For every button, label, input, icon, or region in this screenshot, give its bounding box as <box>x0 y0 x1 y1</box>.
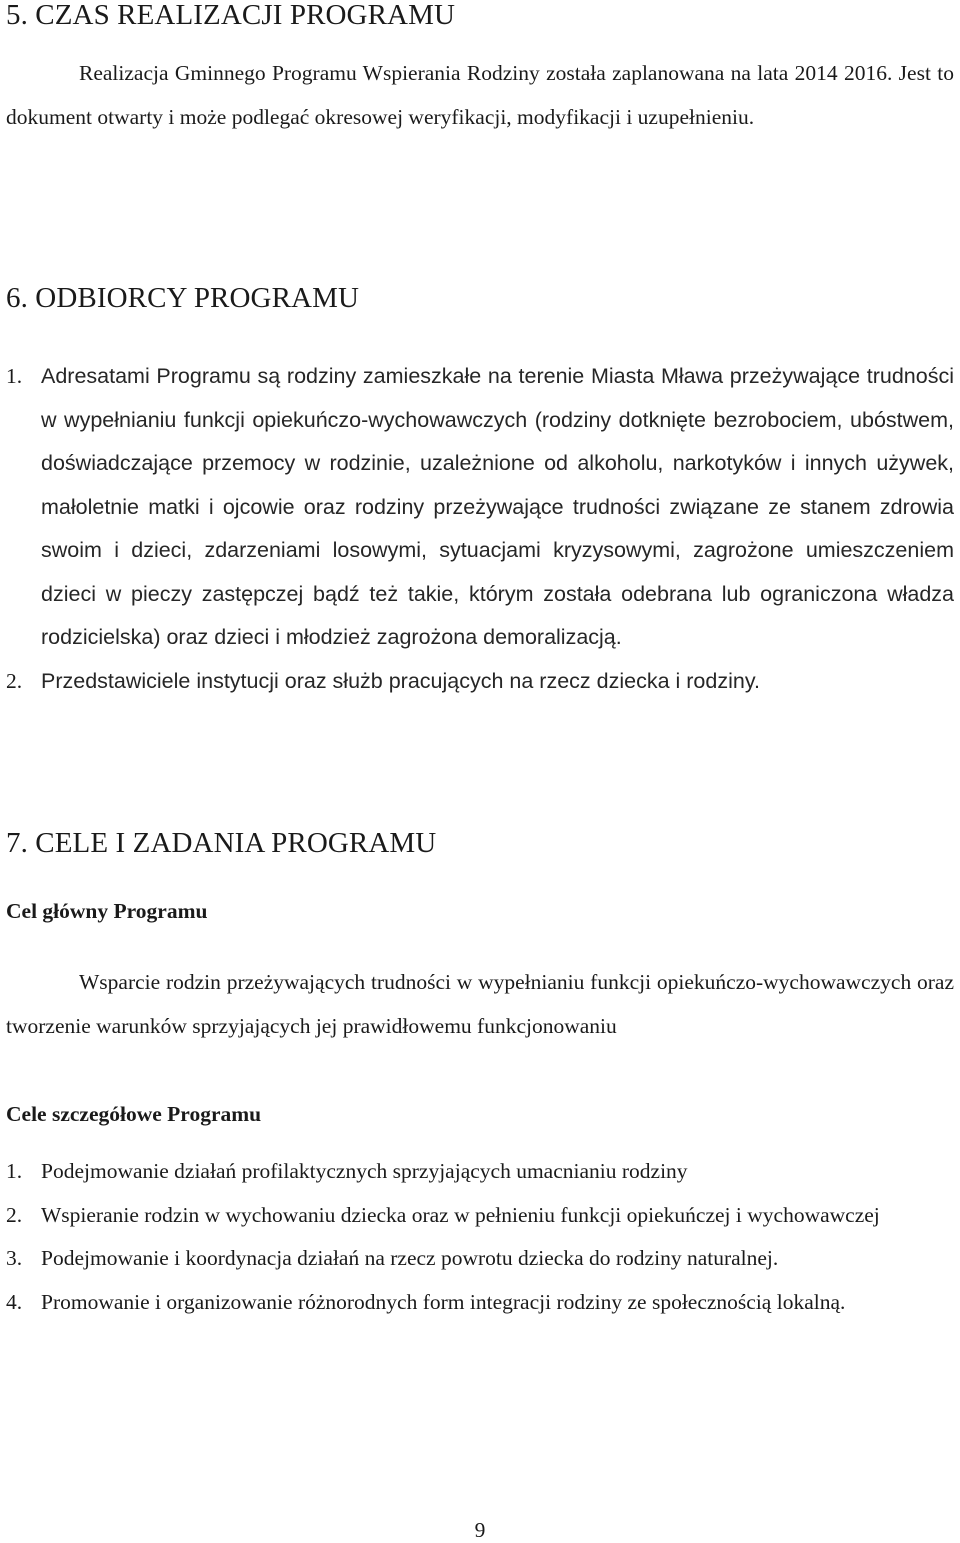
list-text: Podejmowanie i koordynacja działań na rzecz powrotu dziecka do rodziny naturalnej. <box>41 1246 779 1270</box>
list-item <box>0 1194 954 1238</box>
list-number: 1. <box>6 364 23 388</box>
list-item <box>0 1150 954 1194</box>
section-6-heading: 6. ODBIORCY PROGRAMU <box>6 282 360 314</box>
list-text: Promowanie i organizowanie różnorodnych form integracji rodziny ze społecznością lokalną. <box>41 1289 846 1314</box>
section-5-paragraph: Realizacja Gminnego Programu Wspierania Rodziny została zaplanowana na lata 2014 2016. Jest to dokument otwarty i może podlegać okresowej weryfikacji, modyfikacji i uzupełnieniu. <box>6 61 954 129</box>
list-number: 1. <box>6 1159 23 1183</box>
specific-goals-list <box>0 1150 960 1324</box>
list-number: 4. <box>6 1289 23 1314</box>
list-item <box>0 1281 954 1325</box>
section-5-heading: 5. CZAS REALIZACJI PROGRAMU <box>6 0 456 31</box>
list-number: 3. <box>6 1246 23 1270</box>
list-item <box>0 355 954 660</box>
list-item <box>0 1237 954 1281</box>
list-text: Podejmowanie działań profilaktycznych sprzyjających umacnianiu rodziny <box>41 1159 688 1183</box>
main-goal-title: Cel główny Programu <box>6 899 208 923</box>
list-text: Przedstawiciele instytucji oraz służb pracujących na rzecz dziecka i rodziny. <box>41 668 760 693</box>
page-number: 9 <box>474 1518 486 1542</box>
main-goal-text: Wsparcie rodzin przeżywających trudności w wypełnianiu funkcji opiekuńczo-wychowawczych oraz tworzenie warunków sprzyjających jej prawidłowemu funkcjonowaniu <box>6 970 954 1038</box>
list-text: Wspieranie rodzin w wychowaniu dziecka oraz w pełnieniu funkcji opiekuńczej i wychowawczej <box>41 1202 880 1227</box>
list-text: Adresatami Programu są rodziny zamieszkałe na terenie Miasta Mława przeżywające trudności w wypełnianiu funkcji opiekuńczo-wychowawczych (rodziny dotknięte bezrobociem, ubóstwem, doświadczające przemocy w rodzinie, uzależnione od alkoholu, narkotyków i innych używek, małoletnie matki i ojcowie oraz rodziny przeżywające trudności związane ze stanem zdrowia swoim i dzieci, zdarzeniami losowymi, sytuacjami kryzysowymi, zagrożone umieszczeniem dzieci w pieczy zastępczej bądź też takie, którym została odebrana lub ograniczona władza rodzicielska) oraz dzieci i młodzież zagrożona demoralizacją. <box>41 364 954 649</box>
section-7-heading: 7. CELE I ZADANIA PROGRAMU <box>6 827 437 859</box>
list-number: 2. <box>6 1202 23 1227</box>
list-item <box>0 660 954 704</box>
list-number: 2. <box>6 668 23 693</box>
recipients-list <box>0 355 960 703</box>
specific-goals-title: Cele szczegółowe Programu <box>6 1102 262 1126</box>
